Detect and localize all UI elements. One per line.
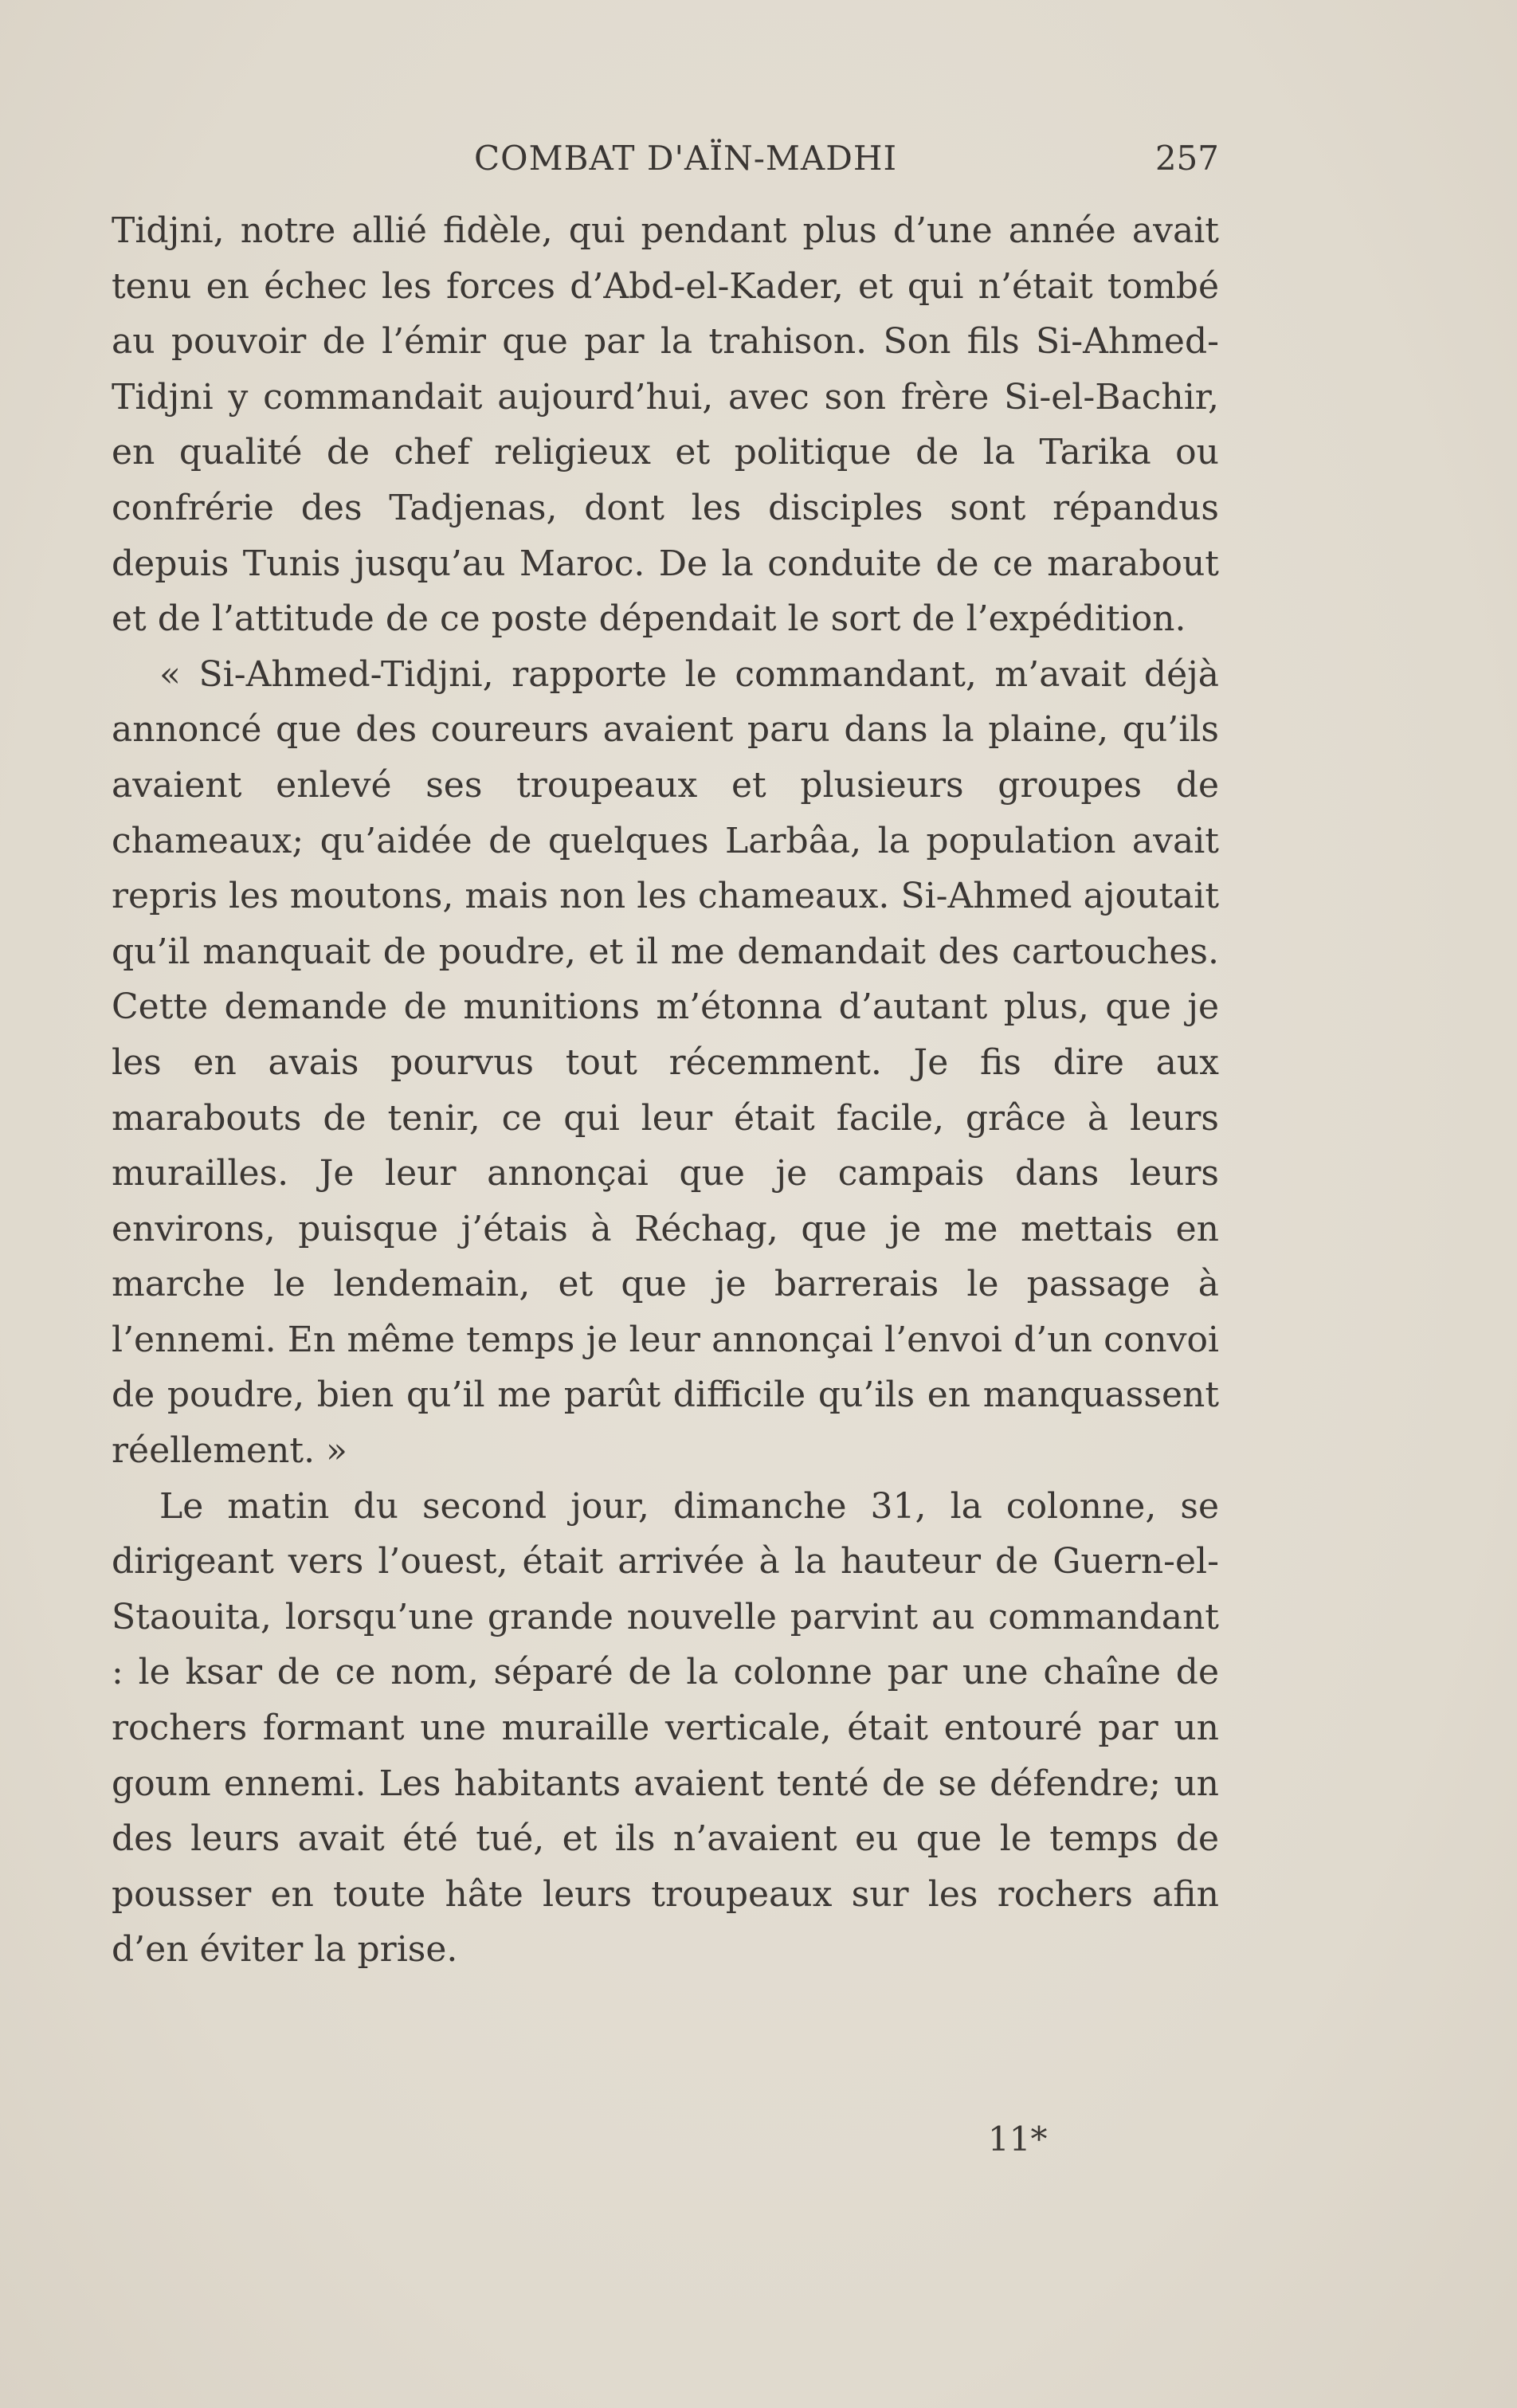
paragraph-1: Tidjni, notre allié fidèle, qui pendant plus d’une année avait tenu en échec les forces d’Abd-el-Kader, et qui n’était tombé au pouvoir de l’émir que par la trahison. Son fils Si-Ahmed-Tidjni y commandait aujourd’hui, avec son frère Si-el-Bachir, en qualité de chef religieux et politique de la Tarika ou confrérie des Tadjenas, dont les disciples sont répandus depuis Tunis jusqu’au Maroc. De la conduite de ce marabout et de l’attitude de ce poste dépendait le sort de l’expédition. xyxy=(112,210,1219,640)
page-header xyxy=(112,131,1219,186)
page-number: 257 xyxy=(1154,139,1219,178)
running-title: COMBAT D'AÏN-MADHI xyxy=(474,139,898,178)
paragraph-2: « Si-Ahmed-Tidjni, rapporte le commandant, m’avait déjà annoncé que des coureurs avaient paru dans la plaine, qu’ils avaient enlevé ses troupeaux et plusieurs groupes de chameaux; qu’aidée de quelques Larbâa, la population avait repris les moutons, mais non les chameaux. Si-Ahmed ajoutait qu’il manquait de poudre, et il me demandait des cartouches. Cette demande de munitions m’étonna d’autant plus, que je les en avais pourvus tout récemment. Je fis dire aux marabouts de tenir, ce qui leur était facile, grâce à leurs murailles. Je leur annonçai que je campais dans leurs environs, puisque j’étais à Réchag, que je me mettais en marche le lendemain, et que je barrerais le passage à l’ennemi. En même temps je leur annonçai l’envoi d’un convoi de poudre, bien qu’il me parût difficile qu’ils en manquassent réellement. » xyxy=(112,653,1219,1472)
signature-mark: 11* xyxy=(988,2120,1048,2159)
paragraph-3: Le matin du second jour, dimanche 31, la colonne, se dirigeant vers l’ouest, était arrivée à la hauteur de Guern-el-Staouita, lorsqu’une grande nouvelle parvint au commandant : le ksar de ce nom, séparé de la colonne par une chaîne de rochers formant une muraille verticale, était entouré par un goum ennemi. Les habitants avaient tenté de se défendre; un des leurs avait été tué, et ils n’avaient eu que le temps de pousser en toute hâte leurs troupeaux sur les rochers afin d’en éviter la prise. xyxy=(112,1485,1219,1971)
body-text xyxy=(112,203,1219,1978)
